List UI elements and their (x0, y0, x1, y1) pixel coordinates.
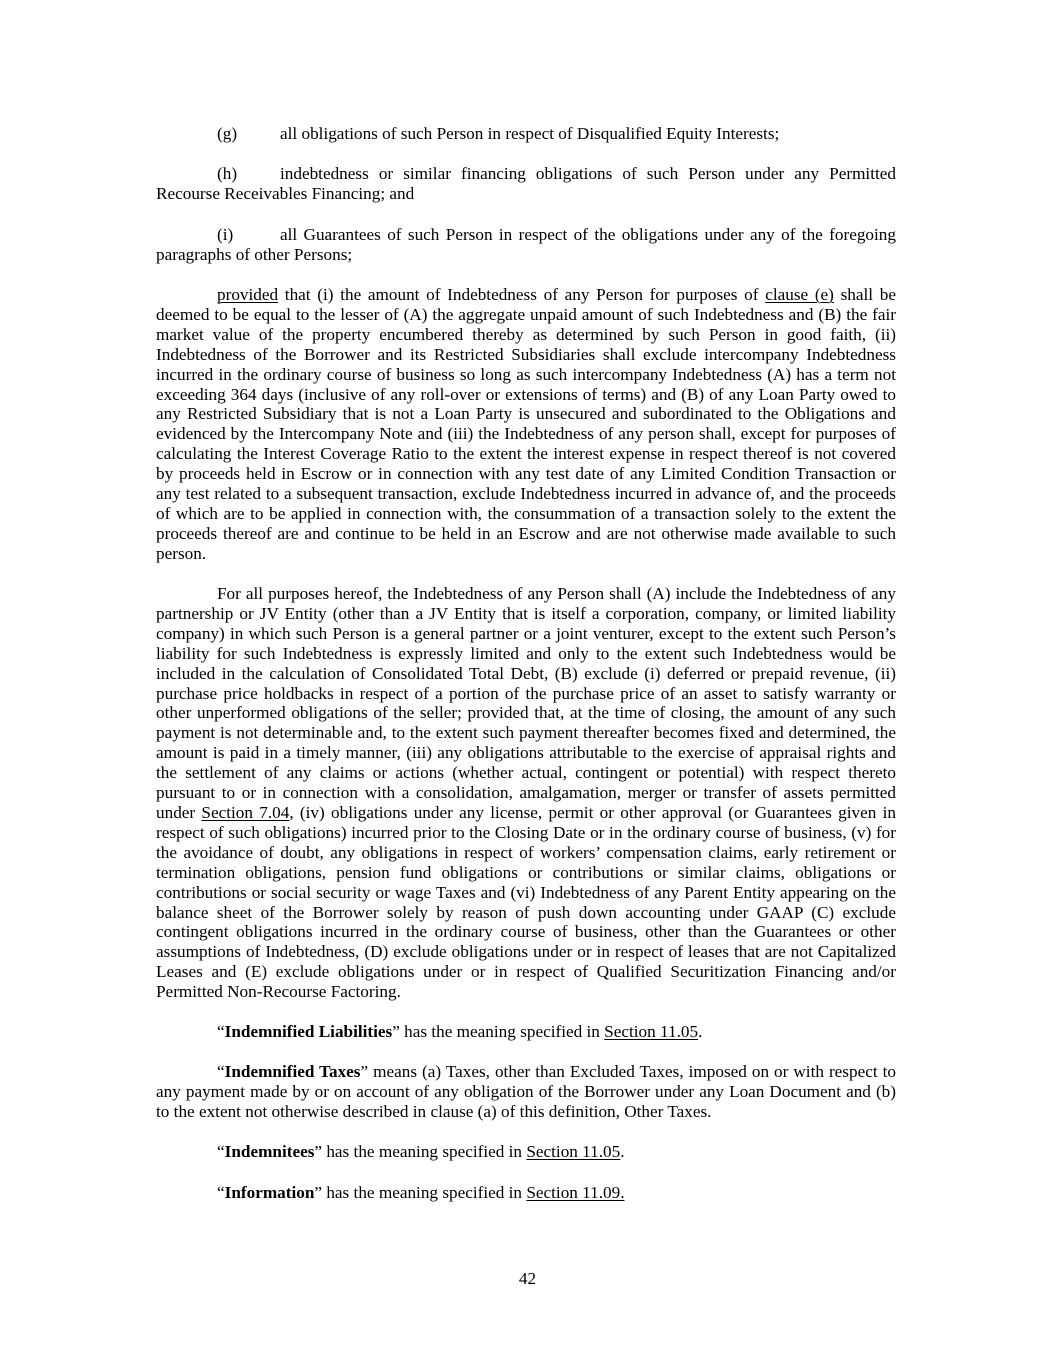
text-line: assumptions of Indebtedness, (D) exclude obligations under or in respect of leases that are not Capitalized (156, 942, 896, 962)
text-line: calculating the Interest Coverage Ratio to the extent the interest expense in respect thereof is not covered (156, 444, 896, 464)
text-line: payment is not determinable and, to the extent such payment thereafter becomes fixed and determined, the (156, 723, 896, 743)
text-segment: “ (217, 1062, 225, 1081)
text-segment: . (620, 1142, 625, 1161)
text-line: market value of the property encumbered thereby as determined by such Person in good faith, (ii) (156, 324, 896, 344)
text-segment: ” has the meaning specified in (392, 1022, 605, 1041)
underlined-reference: Section 11.09. (526, 1183, 625, 1202)
text-line: Recourse Receivables Financing; and (156, 183, 415, 203)
underlined-reference: Section 11.05 (526, 1142, 621, 1161)
definition-indemnified-liabilities (156, 1022, 896, 1042)
text-segment: . (698, 1022, 703, 1041)
text-line: contingent obligations incurred in the ordinary course of business, other than the Guarantees or other (156, 922, 896, 942)
definition-indemnified-taxes (156, 1062, 896, 1122)
text-line: liability for such Indebtedness is expressly limited and only to the extent such Indebtedness would be (156, 643, 896, 663)
defined-term: Indemnified Liabilities (224, 1022, 393, 1041)
text-line: all Guarantees of such Person in respect of the obligations under any of the foregoing (280, 225, 896, 244)
text-line: partnership or JV Entity (other than a JV Entity that is itself a corporation, company, or limited liability (156, 603, 896, 623)
underlined-reference: clause (e) (765, 285, 834, 304)
text-segment: ” has the meaning specified in (314, 1183, 527, 1202)
text-line: paragraphs of other Persons; (156, 244, 353, 264)
item-label: (i) (217, 225, 234, 244)
text-line: any test related to a subsequent transaction, exclude Indebtedness incurred in advance of, and the proceeds (156, 484, 896, 504)
text-line (156, 1142, 896, 1162)
text-line: contributions or social security or wage Taxes and (vi) Indebtedness of any Parent Entity appearing on the (156, 882, 896, 902)
text-line: Permitted Non-Recourse Factoring. (156, 982, 401, 1002)
text-line: any Restricted Subsidiary that is not a Loan Party is unsecured and subordinated to the Obligations and (156, 404, 896, 424)
text-line: pursuant to or in connection with a consolidation, amalgamation, merger or transfer of assets permitted (156, 783, 896, 803)
defined-term: Indemnified Taxes (224, 1062, 361, 1081)
underlined-reference: Section 11.05 (604, 1022, 699, 1041)
defined-term: Indemnitees (224, 1142, 315, 1161)
text-line (156, 803, 896, 823)
page-number: 42 (518, 1269, 537, 1288)
text-line: respect of such obligations) incurred prior to the Closing Date or in the ordinary course of business, (v) for (156, 822, 896, 842)
item-label: (h) (217, 164, 238, 183)
defined-term: Information (224, 1183, 315, 1202)
text-line: purchase price holdbacks in respect of a portion of the purchase price of an asset to satisfy warranty or (156, 683, 896, 703)
text-line: included in the calculation of Consolidated Total Debt, (B) exclude (i) deferred or prepaid revenue, (ii) (156, 663, 896, 683)
text-segment: ” means (a) Taxes, other than Excluded Taxes, imposed on or with respect to (360, 1062, 896, 1081)
text-line: indebtedness or similar financing obligations of such Person under any Permitted (280, 164, 896, 183)
text-line: exceeding 364 days (inclusive of any roll-over or extensions of terms) and (B) of any Loan Party owed to (156, 384, 896, 404)
text-line: of which are to be applied in connection with, the consummation of a transaction solely to the extent the (156, 503, 896, 523)
text-line: evidenced by the Intercompany Note and (iii) the Indebtedness of any person shall, except for purposes of (156, 424, 896, 444)
text-segment: “ (217, 1142, 225, 1161)
text-segment: that (i) the amount of Indebtedness of any Person for purposes of (278, 285, 766, 304)
text-line (156, 1022, 896, 1042)
text-line: balance sheet of the Borrower solely by reason of push down accounting under GAAP (C) exclude (156, 902, 896, 922)
item-label: (g) (217, 124, 238, 143)
text-line: the avoidance of doubt, any obligations in respect of workers’ compensation claims, early retirement or (156, 842, 896, 862)
text-segment: shall be (833, 285, 896, 304)
text-line: person. (156, 543, 207, 563)
text-segment: ” has the meaning specified in (314, 1142, 527, 1161)
text-line: company) in which such Person is a general partner or a joint venturer, except to the extent such Person’s (156, 623, 896, 643)
definition-information (156, 1183, 896, 1203)
definition-indemnitees (156, 1142, 896, 1162)
text-line: proceeds thereof are and continue to be held in an Escrow and are not otherwise made available to such (156, 523, 896, 543)
text-line: to the extent not otherwise described in clause (a) of this definition, Other Taxes. (156, 1101, 712, 1121)
text-line: any payment made by or on account of any obligation of the Borrower under any Loan Document and (b) (156, 1081, 896, 1101)
text-line: termination obligations, pension fund obligations or contributions or similar claims, obligations or (156, 862, 896, 882)
text-line: other unperformed obligations of the seller; provided that, at the time of closing, the amount of any such (156, 703, 896, 723)
text-line: all obligations of such Person in respect of Disqualified Equity Interests; (280, 124, 780, 143)
text-line: incurred in the ordinary course of business so long as such intercompany Indebtedness (A) has a term not (156, 364, 896, 384)
text-line (156, 1183, 896, 1203)
list-item-h (156, 164, 896, 204)
text-line: amount is paid in a timely manner, (iii) any obligations attributable to the exercise of appraisal rights and (156, 743, 896, 763)
underlined-reference: provided (217, 285, 279, 304)
proviso-paragraph (156, 285, 896, 564)
text-line: deemed to be equal to the lesser of (A) the aggregate unpaid amount of such Indebtedness and (B) the fair (156, 304, 896, 324)
text-line (156, 1062, 896, 1082)
text-segment: , (iv) obligations under any license, permit or other approval (or Guarantees given in (289, 802, 896, 822)
text-line: the settlement of any claims or actions (whether actual, contingent or potential) with respect thereto (156, 763, 896, 783)
text-line: Indebtedness of the Borrower and its Restricted Subsidiaries shall exclude intercompany Indebtedness (156, 344, 896, 364)
indebtedness-exclusions-paragraph (156, 584, 896, 1002)
underlined-reference: Section 7.04 (201, 802, 290, 822)
text-line (156, 285, 896, 305)
list-item-g (156, 124, 896, 144)
text-segment: under (156, 802, 202, 822)
text-segment: “ (217, 1022, 225, 1041)
list-item-i (156, 225, 896, 265)
text-line: For all purposes hereof, the Indebtedness of any Person shall (A) include the Indebtedness of any (217, 584, 896, 603)
text-line: by proceeds held in Escrow or in connection with any test date of any Limited Condition Transaction or (156, 464, 896, 484)
text-segment: “ (217, 1183, 225, 1202)
text-line: Leases and (E) exclude obligations under or in respect of Qualified Securitization Financing and/or (156, 962, 896, 982)
